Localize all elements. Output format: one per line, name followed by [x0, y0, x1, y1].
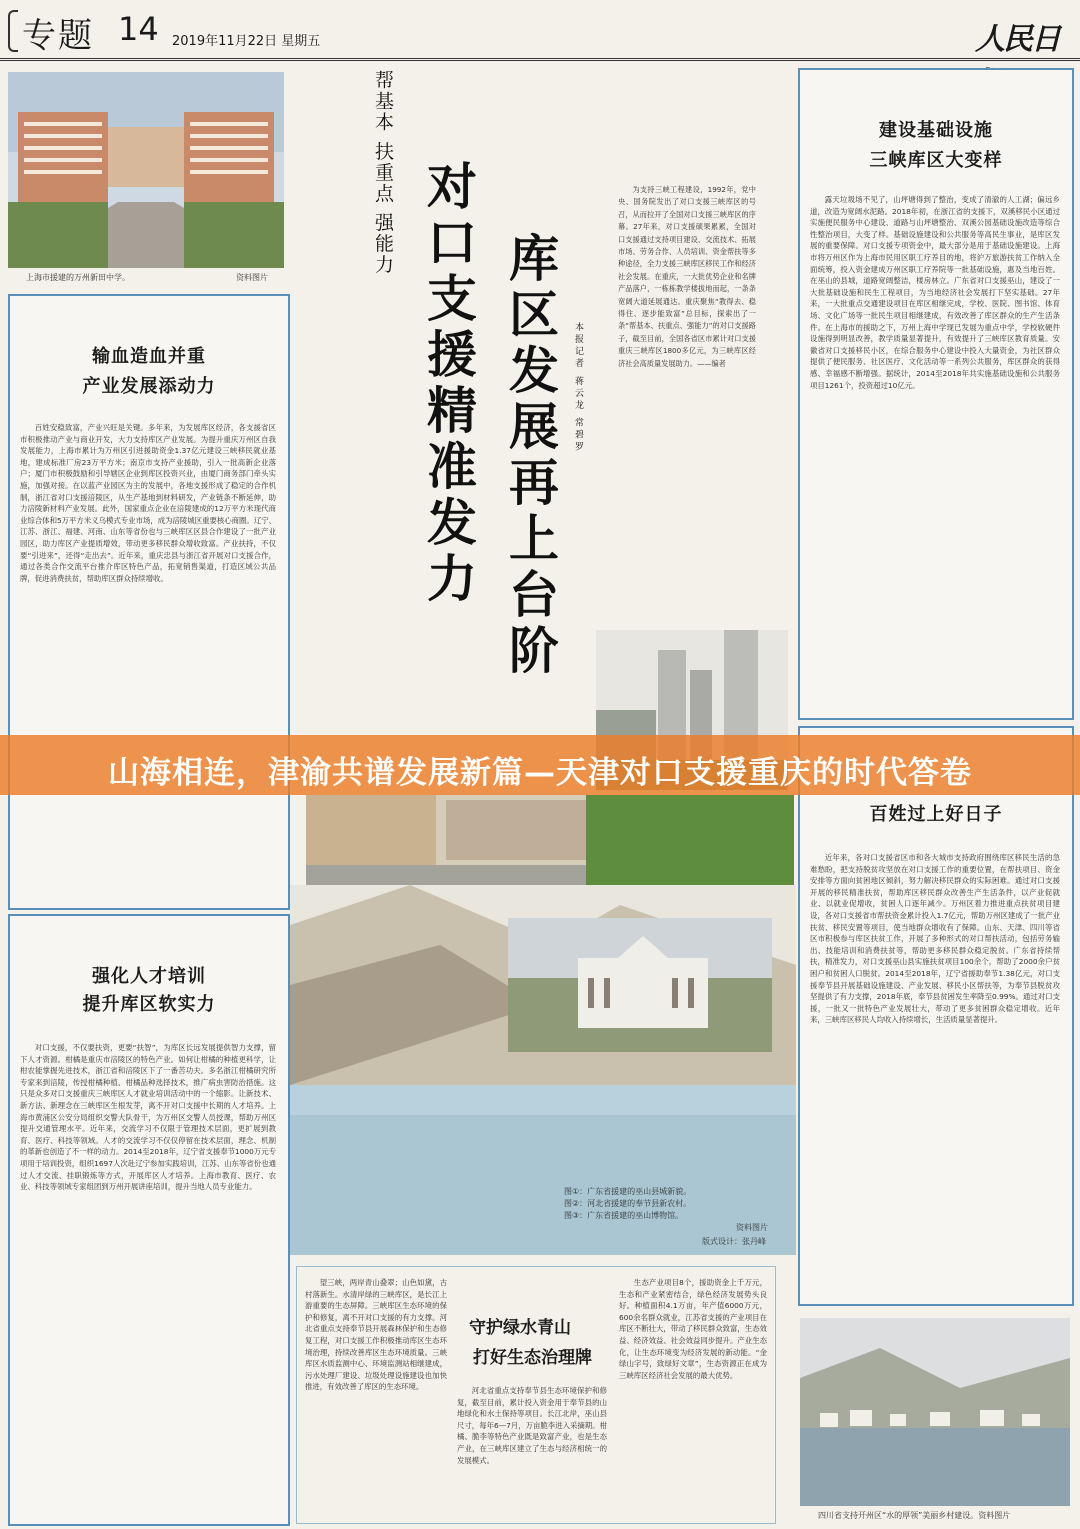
box-talent-title-1: 强化人才培训	[92, 966, 206, 987]
village-photo-caption: 四川省支持开州区“水的厚领”美丽乡村建设。资料图片	[818, 1511, 1011, 1520]
box-green-title-2: 打好生态治理牌	[473, 1348, 592, 1368]
box-green-text-col3: 生态产业项目8个，援助资金上千万元，生态和产业紧密结合，绿色经济发展势头良好。种植面积4.1万亩，年产值6000万元，600余名群众就业，江苏省支援的产业项目在库区不断壮大，带动了移民群众致富，生态效益、经济效益、社会效益同步提升。产业生态化，让生态环境变为经济发展的新动能。“金绿山字号，致绿好文章”，生态资源正在成为三峡库区经济社会发展的最大优势。	[619, 1278, 767, 1380]
box-industry-text: 百姓安稳致富，产业兴旺是关键。多年来，为发展库区经济，各支援省区市积极推动产业与商业开发，大力支持库区产业发展。为提升重庆万州区自我发展能力，上海市累计为万州区引进援助资金1.37亿元建设三峡移民就业基地，建成标准厂房23万平方米；南京市支持产业援助，引入一批高新企业落户；厦门市积极鼓励和引导辖区企业到库区投资兴业，由厦门商务部门牵头实施，加强对接。在以蓝产业园区为主的发展中，各地支援形成了稳定的合作机制，浙江省对口支援涪陵区，从生产基地到材料研发，产业链条不断延伸，助力涪陵新材料产业发展。此外，国家重点企业在涪陵建成的12万平方米现代商业综合体和5万平方米义乌模式专业市场，成为涪陵城区重要核心商圈。辽宁、江苏、浙江、福建、河南、山东等省份也与三峡库区区县合作建设了一批产业园区，助力库区产业提质增效，带动更多移民群众增收致富。产业扶持，不仅要“引进来”，还得“走出去”。近年来，重庆忠县与浙江省开展对口支援合作，通过各类合作交流平台推介库区特色产品，拓宽销售渠道，打造区域公共品牌，促进消费扶贫，帮助库区群众持续增收。	[20, 423, 276, 583]
school-photo-credit: 资料图片	[236, 273, 268, 282]
newspaper-logo: 人民日	[975, 22, 1059, 57]
village-photo	[800, 1318, 1070, 1506]
headline-byline: 本报记者 蒋云龙 常碧罗	[573, 322, 583, 454]
box-infra-text: 露天垃圾场不见了，山坪塘得到了整治，变成了清澈的人工湖；偏远乡道，改造为宽阔水泥路。2018年初，在浙江省的支援下，双溪移民小区通过实施便民服务中心建设、道路与山坪塘整治、双溪公园基础设施改造等综合性整治项目，大变了样。基础设施建设和公共服务等高民生事业，是库区发展的重要保障。对口支援专项资金中，最大部分是用于基础设施建设。上海市将万州区作为上海市民用区职工疗养目的地，将沪万旅游扶贫工作纳入全面统筹，投入资金建成万州区职工疗养院等一批基础设施，惠及当地百姓。在巫山的县城，道路宽阔整洁，楼房林立。广东省对口支援巫山，建设了一大批基础设施和民生工程项目，为当地经济社会发展打下坚实基础。27年来，一大批重点交通建设项目在库区相继完成，学校、医院、图书馆、体育场、文化广场等一批民生项目相继建成，有效改善了库区群众的生产生活条件。在上海市的援助之下，万州上海中学现已发展为重点中学，学校软硬件设施得到明显改善，教学质量显著提升，有效提升了三峡库区教育质量。安徽省对口支援移民小区，在综合服务中心建设中投入大量资金，为社区群众提供了便民服务、社区医疗、文化活动等一系列公共服务，库区群众的获得感、幸福感不断增强。据统计，2014至2018年共实施基础设施和公共服务项目1261个，投资超过10亿元。	[810, 195, 1060, 390]
school-photo-caption: 上海市援建的万州新田中学。	[26, 273, 130, 282]
intro-text: 为支持三峡工程建设，1992年，党中央、国务院发出了对口支援三峡库区的号召，从而拉开了全国对口支援三峡库区的序幕。27年来，对口支援硕果累累，全国对口支援通过支持项目建设、交流技术、拓展市场、劳务合作、人员培训、资金帮扶等多种途径，全力支援三峡库区移民工作和经济社会发展。在重庆，一大批优势企业和名牌产品落户，一栋栋教学楼拔地而起，一条条宽阔大道延展通达。重庆聚焦“教得去、稳得住、逐步能致富”总目标，探索出了一条“帮基本、扶重点、强能力”的对口支援路子，截至目前，全国各省区市累计对口支援重庆三峡库区1800多亿元，为三峡库区经济社会高质量发展助力。——编者	[618, 185, 756, 368]
box-green-title-1: 守护绿水青山	[469, 1318, 571, 1338]
box-industry-title-2: 产业发展添动力	[82, 376, 216, 397]
box-wealth	[798, 726, 1074, 1306]
box-infra	[798, 68, 1074, 720]
box-green	[296, 1266, 776, 1524]
banner-title: 山海相连，津渝共谱发展新篇—天津对口支援重庆的时代答卷	[108, 755, 972, 791]
box-industry	[8, 294, 290, 910]
box-green-text-col1: 望三峡，两岸青山叠翠；山色如黛，古村落新生。水清岸绿的三峡库区，是长江上游重要的生态屏障。三峡库区生态环境的保护和修复，离不开对口支援的有力支撑。河北省重点支持奉节县开展森林保护和生态修复工程，对口支援工作积极推动库区生态环境治理，持续改善库区生态环境质量。三峡库区水质监测中心、环境监测站相继建成，污水处理厂建设、垃圾处理设施建设也加快推进，有效改善了库区的生态环境。	[305, 1278, 447, 1392]
page-header	[0, 0, 1080, 61]
page-number: 14	[118, 10, 159, 48]
layout-design-credit: 版式设计：张丹峰	[702, 1237, 766, 1246]
main-photo-credit: 资料图片	[736, 1223, 768, 1232]
caption-line-1: 图①：广东省援建的巫山县城新貌。	[564, 1187, 692, 1196]
box-infra-title-2: 三峡库区大变样	[869, 150, 1003, 171]
section-name: 专题	[22, 16, 94, 56]
box-talent-title-2: 提升库区软实力	[82, 994, 216, 1015]
title-banner	[0, 735, 1080, 795]
issue-date: 2019年11月22日 星期五	[172, 34, 321, 49]
box-industry-title-1: 输血造血并重	[92, 346, 206, 367]
headline-main-2: 库区发展再上台阶	[501, 232, 560, 680]
box-infra-title-1: 建设基础设施	[879, 120, 993, 141]
stadium-photo	[306, 795, 794, 885]
box-talent-text: 对口支援，不仅要扶资，更要“扶智”，为库区长远发展提供智力支撑，留下人才资源。柑橘是重庆市涪陵区的特色产业。如何让柑橘的种植更科学，让柑农能掌握先进技术，浙江省和涪陵区下了一番苦功夫。多名浙江柑橘研究所专家来到涪陵，传授柑橘种植、柑橘品种选择技术，推广病虫害防治措施。这只是众多对口支援重庆三峡库区人才就业培训活动中的一个缩影。让新技术、新方法、新理念在三峡库区生根发芽，离不开对口支援中长期的人才培养。上海市黄浦区公安分局组织交警大队骨干，为万州区交警人员授课，帮助万州区提升交通管理水平。近年来，交流学习不仅限于管理技术层面，更扩展到教育、医疗、科技等领域。人才的交流学习不仅仅停留在技术层面，理念、机制的革新也创造了不一样的动力。2014至2018年，辽宁省支援奉节1000万元专项用于培训投资，组织1697人次赴辽宁参加实践培训，江苏、山东等省份也通过人才交流、挂职锻炼等方式，开展库区人才培养。上海市教育、医疗、农业、科技等领域专家组团到万州开展讲座培训，提升当地人员专业能力。	[20, 1043, 276, 1192]
museum-photo	[508, 918, 772, 1052]
section-bracket	[8, 10, 18, 52]
box-wealth-text: 近年来，各对口支援省区市和各大城市支持政府围绕库区移民生活的急难愁盼，把支持脱贫攻坚放在对口支援工作的重要位置，在帮扶项目、资金安排等方面向贫困地区倾斜，努力解决移民群众的实际困难。通过对口支援开展的移民精准扶贫，帮助库区移民群众改善生产生活条件，以产业促就业、以就业促增收，贫困人口逐年减少。万州区着力推进重点扶贫项目建设，各对口支援省市帮扶资金累计投入1.7亿元，帮助万州区建成了一批产业扶贫、移民安置等项目，使当地群众增收有了保障。山东、天津、四川等省区市积极参与库区扶贫工作，开展了多种形式的对口帮扶活动，包括劳务输出、技能培训和消费扶贫等，帮助更多移民群众稳定脱贫。广东省持续帮扶，精准发力，对口支援巫山县实施扶贫项目100余个，帮助了2000余户贫困户和贫困人口脱贫。2014至2018年，辽宁省援助奉节1.38亿元，对口支援奉节县开展基础设施建设、产业发展、移民小区帮扶等，为奉节县脱贫攻坚提供了有力支撑，2018年底，奉节县贫困发生率降至0.99%。通过对口支援，一批又一批特色产业发展壮大，带动了更多贫困群众稳定增收。近年来，三峡库区移民人均收入持续增长，生活质量显著提升。	[810, 853, 1060, 1025]
caption-line-3: 图③：广东省援建的巫山博物馆。	[564, 1211, 684, 1220]
school-photo	[8, 72, 284, 268]
box-green-text-col2: 河北省重点支持奉节县生态环境保护和修复，截至目前，累计投入资金用于奉节县的山地绿化和水土保持等项目。长江北岸，巫山县尺寸，每年6—7月，万亩脆李进入采摘期。柑橘、脆李等特色产业既是致富产业，也是生态产业，在三峡库区建立了生态与经济相统一的发展模式。	[457, 1386, 607, 1465]
caption-line-2: 图②：河北省援建的奉节县新农村。	[564, 1199, 692, 1208]
headline-kicker: 帮基本 扶重点 强能力	[372, 70, 394, 276]
box-wealth-title: 百姓过上好日子	[869, 804, 1003, 825]
box-talent	[8, 914, 290, 1526]
main-photo-caption	[564, 1186, 691, 1222]
headline-main-1: 对口支援精准发力	[419, 160, 478, 608]
